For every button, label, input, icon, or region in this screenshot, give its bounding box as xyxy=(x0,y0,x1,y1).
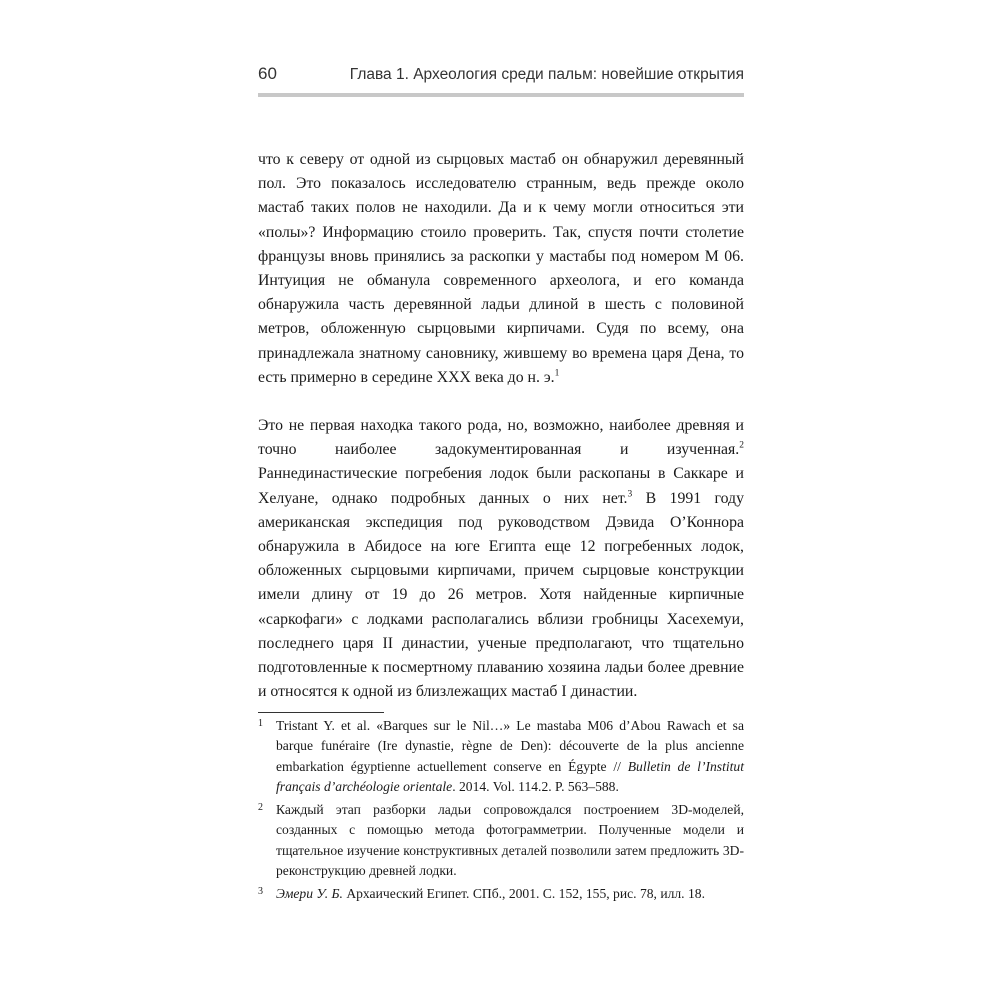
footnote-citation: Tristant Y. et al. «Barques sur le Nil…» Le mastaba M06 d’Abou Rawach et sa barque funéraire (Ire dynastie, règne de Den): découverte de la plus ancienne embarkation égyptienne actuellement conserve en Égypte // xyxy=(276,718,744,774)
footnote-text xyxy=(276,884,744,904)
footnote-ref-3: 3 xyxy=(627,489,633,500)
footnote-journal: Bulletin de l’Institut français d’archéologie orientale xyxy=(276,758,744,794)
paragraph-1-text: что к северу от одной из сырцовых мастаб он обнаружил деревянный пол. Это показалось исследователю странным, ведь прежде около мастаб таких полов не находили. Да и к чему могли относиться эти «полы»? Информацию стоило проверить. Так, спустя почти столетие французы вновь принялись за раскопки у мастабы под номером М 06. Интуиция не обманула современного археолога, и его команда обнаружила часть деревянной ладьи длиной в шесть с половиной метров, обложенную сырцовыми кирпичами. Судя по всему, она принадлежала знатному сановнику, жившему во времена царя Дена, то есть примерно в середине XXX века до н. э. xyxy=(258,151,744,386)
footnote-ref-1: 1 xyxy=(554,368,560,379)
running-header xyxy=(258,64,744,84)
footnote-number: 1 xyxy=(258,718,263,729)
footnote-text xyxy=(276,716,744,797)
footnote-3 xyxy=(258,884,744,904)
page-number: 60 xyxy=(258,64,277,83)
footnote-1 xyxy=(258,716,744,797)
footnote-pages: . 2014. Vol. 114.2. P. 563–588. xyxy=(452,778,619,794)
paragraph-2-part-a: Это не первая находка такого рода, но, возможно, наиболее древняя и точно наиболее задокументированная и изученная. xyxy=(258,417,744,459)
footnote-number: 2 xyxy=(258,802,263,814)
header-rule xyxy=(258,93,744,97)
running-title: Глава 1. Археология среди пальм: новейшие открытия xyxy=(349,66,744,83)
paragraph-1 xyxy=(258,148,744,390)
footnote-ref-2: 2 xyxy=(739,440,744,451)
paragraph-2-part-b: Раннединастические погребения лодок были раскопаны в Саккаре и Хелуане, однако подробных данных о них нет. xyxy=(258,465,744,507)
main-text xyxy=(258,148,744,728)
footnote-2 xyxy=(258,800,744,881)
footnote-author: Эмери У. Б. xyxy=(276,886,343,902)
footnote-text: Каждый этап разборки ладьи сопровождался построением 3D-моделей, созданных с помощью метода фотограмметрии. Полученные модели и тщательное изучение конструктивных деталей позволили затем предложить 3D-реконструкцию древней лодки. xyxy=(276,802,744,879)
footnote-number: 3 xyxy=(258,886,263,898)
footnotes xyxy=(258,716,744,908)
paragraph-2-part-c: В 1991 году американская экспедиция под руководством Дэвида О’Коннора обнаружила в Абидосе на юге Египта еще 12 погребенных лодок, обложенных сырцовыми кирпичами, причем сырцовые конструкции имели длину от 19 до 26 метров. Хотя найденные кирпичные «саркофаги» с лодками располагались вблизи гробницы Хасехемуи, последнего царя II династии, ученые предполагают, что тщательно подготовленные к посмертному плаванию хозяина ладьи более древние и относятся к одной из близлежащих мастаб I династии. xyxy=(258,489,744,701)
footnote-citation: Архаический Египет. СПб., 2001. С. 152, 155, рис. 78, илл. 18. xyxy=(342,886,705,902)
paragraph-2 xyxy=(258,414,744,704)
footnote-rule xyxy=(258,712,384,713)
